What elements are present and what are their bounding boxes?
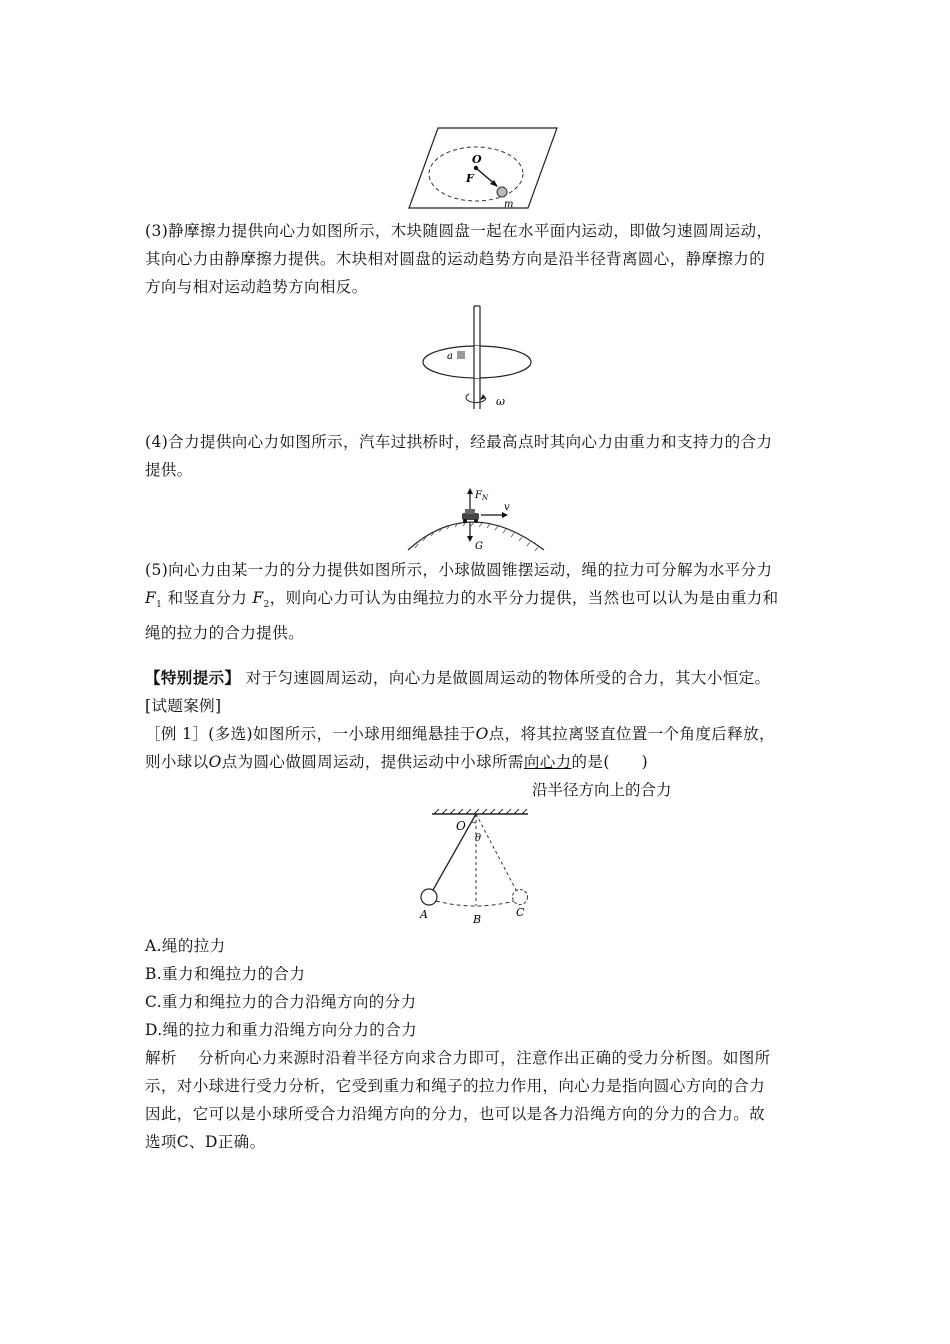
figure-turntable-plane	[400, 124, 560, 216]
option-b: B.重力和绳拉力的合力	[145, 965, 306, 983]
example-text-4: 点为圆心做圆周运动，提供运动中小球所需	[221, 753, 524, 771]
example-o-1: O	[475, 725, 489, 743]
fig1-label-m: m	[504, 199, 514, 210]
fig3-label-fn: $F_N$	[475, 490, 489, 502]
case-heading: [试题案例]	[145, 697, 222, 715]
para5-line-2-end: ，则向心力可认为由绳拉力的水平分力提供，当然也可以认为是由重力和	[269, 589, 779, 607]
fig4-label-b: B	[473, 913, 482, 926]
fig4-label-a: A	[420, 908, 428, 921]
paragraph-4	[145, 428, 817, 484]
example-1	[145, 720, 817, 776]
option-c: C.重力和绳拉力的合力沿绳方向的分力	[145, 993, 417, 1011]
example-text-3: 则小球以	[145, 753, 209, 771]
bridge-diagram	[404, 486, 549, 554]
option-d: D.绳的拉力和重力沿绳方向分力的合力	[145, 1021, 418, 1039]
para5-f2-sub: 2	[263, 600, 270, 611]
example-text-2: 点，将其拉离竖直位置一个角度后释放，	[488, 725, 775, 743]
figure-arch-bridge	[404, 486, 549, 554]
analysis	[145, 1044, 817, 1156]
para4-line-2: 提供。	[145, 461, 193, 479]
tip-title: 【特别提示】	[145, 668, 241, 687]
para5-f1: F	[145, 589, 157, 607]
fig4-label-c: C	[516, 906, 525, 919]
example-annotation: 沿半径方向上的合力	[532, 781, 672, 799]
disk-diagram	[420, 306, 540, 414]
paragraph-3	[145, 217, 817, 301]
special-tip	[145, 664, 817, 692]
para3-line-3: 方向与相对运动趋势方向相反。	[145, 278, 368, 296]
para4-line-1: (4)合力提供向心力如图所示，汽车过拱桥时，经最高点时其向心力由重力和支持力的合力	[145, 433, 773, 451]
para3-line-1: (3)静摩擦力提供向心力如图所示，木块随圆盘一起在水平面内运动，即做匀速圆周运动，	[145, 222, 773, 240]
plane-diagram	[400, 124, 560, 216]
para5-f1-sub: 1	[156, 600, 163, 611]
figure-rotating-disk	[420, 306, 540, 414]
para5-f2: F	[252, 589, 264, 607]
para5-line-3: 绳的拉力的合力提供。	[145, 624, 305, 643]
paragraph-5	[145, 556, 817, 647]
fig4-label-o: O	[456, 819, 466, 833]
para5-line-2-mid: 和竖直分力	[167, 589, 248, 607]
tip-text: 对于匀速圆周运动，向心力是做圆周运动的物体所受的合力，其大小恒定。	[240, 669, 771, 687]
analysis-line-3: 因此，它可以是小球所受合力沿绳方向的分力，也可以是各力沿绳方向的分力的合力。故	[145, 1105, 766, 1123]
fig2-label-a: a	[447, 351, 453, 362]
fig2-label-omega: ω	[496, 395, 505, 408]
analysis-line-4: 选项C、D正确。	[145, 1133, 266, 1151]
analysis-label: 解析	[145, 1049, 177, 1067]
example-underlined: 向心力	[523, 753, 572, 771]
analysis-line-2: 示，对小球进行受力分析，它受到重力和绳子的拉力作用，向心力是指向圆心方向的合力	[145, 1077, 766, 1095]
analysis-line-1: 分析向心力来源时沿着半径方向求合力即可，注意作出正确的受力分析图。如图所	[198, 1049, 771, 1067]
option-a: A.绳的拉力	[145, 937, 226, 955]
figure-pendulum	[412, 808, 534, 928]
pendulum-diagram	[412, 808, 534, 928]
example-tag: ［例 1］	[145, 725, 209, 743]
example-text-5: 的是( )	[571, 753, 649, 771]
example-o-2: O	[208, 753, 222, 771]
fig3-label-g: G	[475, 541, 483, 552]
fig3-label-v: v	[504, 502, 510, 513]
para5-line-1: (5)向心力由某一力的分力提供如图所示，小球做圆锥摆运动，绳的拉力可分解为水平分力	[145, 561, 773, 579]
fig1-label-o: O	[472, 153, 482, 166]
fig1-label-f: F	[466, 172, 474, 185]
example-text-1: (多选)如图所示，一小球用细绳悬挂于	[208, 725, 476, 743]
fig4-label-theta: θ	[475, 833, 482, 844]
para3-line-2: 其向心力由静摩擦力提供。木块相对圆盘的运动趋势方向是沿半径背离圆心，静摩擦力的	[145, 250, 766, 268]
